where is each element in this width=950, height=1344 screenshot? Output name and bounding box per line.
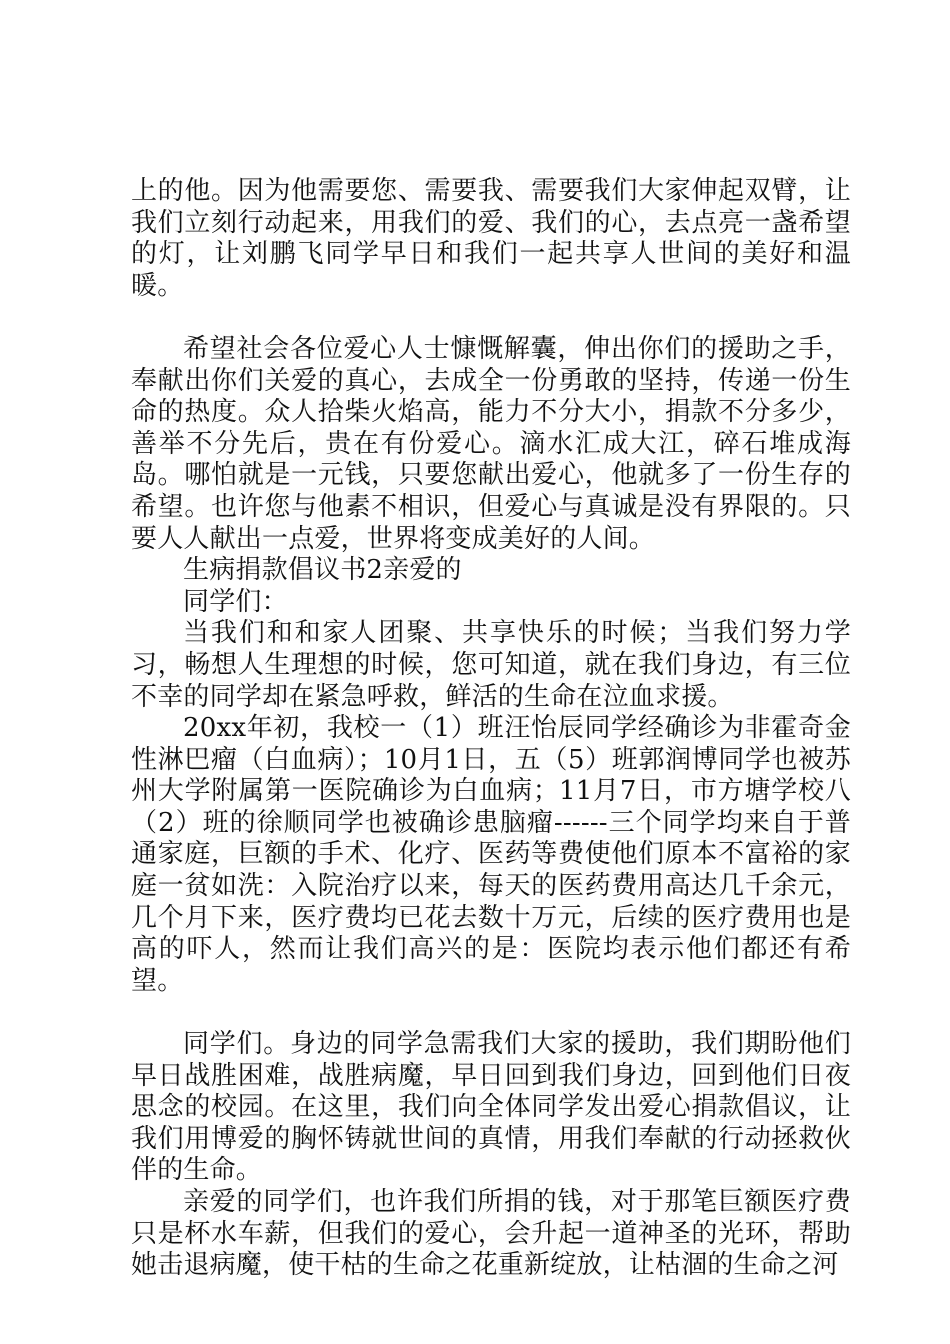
paragraph-cases: 20xx年初，我校一（1）班汪怡辰同学经确诊为非霍奇金性淋巴瘤（白血病）；10月1日，五（5）班郭润博同学也被苏州大学附属第一医院确诊为白血病；11月7日，市方塘学校八（2）班的徐顺同学也被确诊患脑瘤------三个同学均来自于普通家庭，巨额的手术、化疗、医药等费使他们原本不富裕的家庭一贫如洗：入院治疗以来，每天的医药费用高达几千余元，几个月下来，医疗费均已花去数十万元，后续的医疗费用也是高的吓人，然而让我们高兴的是：医院均表示他们都还有希望。 <box>131 713 851 996</box>
paragraph-intro: 当我们和和家人团聚、共享快乐的时候；当我们努力学习，畅想人生理想的时候，您可知道，就在我们身边，有三位不幸的同学却在紧急呼救，鲜活的生命在泣血求援。 <box>131 618 851 712</box>
paragraph-salutation: 同学们： <box>183 586 288 617</box>
paragraph-call-to-action: 同学们。身边的同学急需我们大家的援助，我们期盼他们早日战胜困难，战胜病魔，早日回到我们身边，回到他们日夜思念的校园。在这里，我们向全体同学发出爱心捐款倡议，让我们用博爱的胸怀铸就世间的真情，用我们奉献的行动拯救伙伴的生命。 <box>131 1029 851 1186</box>
document-body <box>131 176 851 1282</box>
paragraph-title: 生病捐款倡议书2亲爱的 <box>183 555 462 586</box>
paragraph-closing: 亲爱的同学们，也许我们所捐的钱，对于那笔巨额医疗费只是杯水车薪，但我们的爱心，会升起一道神圣的光环，帮助她击退病魔，使干枯的生命之花重新绽放，让枯涸的生命之河 <box>131 1187 851 1281</box>
paragraph-continuation: 上的他。因为他需要您、需要我、需要我们大家伸起双臂，让我们立刻行动起来，用我们的爱、我们的心，去点亮一盏希望的灯，让刘鹏飞同学早日和我们一起共享人世间的美好和温暖。 <box>131 176 851 301</box>
paragraph-appeal: 希望社会各位爱心人士慷慨解囊，伸出你们的援助之手，奉献出你们关爱的真心，去成全一份勇敢的坚持，传递一份生命的热度。众人拾柴火焰高，能力不分大小，捐款不分多少，善举不分先后，贵在有份爱心。滴水汇成大江，碎石堆成海岛。哪怕就是一元钱，只要您献出爱心，他就多了一份生存的希望。也许您与他素不相识，但爱心与真诚是没有界限的。只要人人献出一点爱，世界将变成美好的人间。 <box>131 333 851 554</box>
